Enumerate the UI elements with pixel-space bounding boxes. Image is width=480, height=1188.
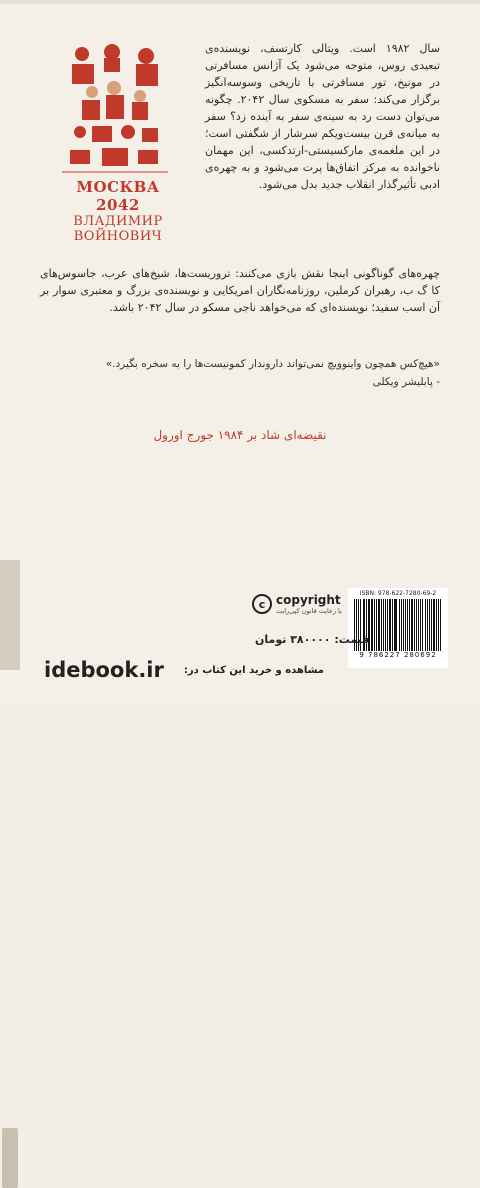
cover-title-block: [58, 178, 178, 244]
barcode-bar: [416, 599, 417, 651]
barcode-bar: [427, 599, 428, 651]
barcode-bar: [431, 599, 432, 651]
description-paragraph-1: سال ۱۹۸۲ است. ویتالی کارتسف، نویسنده‌ی تبعیدی روس، متوجه می‌شود یک آژانس مسافرتی در مونیخ، تور مسافرتی با تاریخی وسوسه‌انگیز برگزار می‌کند: سفر به مسکوی سال ۲۰۴۲. چگونه می‌توان دست رد به سینه‌ی سفر به آینده زد؟ سفر به میانه‌ی قرن بیست‌ویکم سرشار از شگفتی است؛ در این ملغمه‌ی مارکسیستی-ارتدکسی، این مهمان ناخوانده به مرکز اتفاق‌ها پرت می‌شود و به چهره‌ی ادبی تأثیرگذار انقلاب جدید بدل می‌شود.: [205, 42, 441, 191]
isbn-number: ISBN: 978-622-7280-69-2: [359, 590, 437, 597]
barcode-bar: [440, 599, 441, 651]
barcode-bar: [399, 599, 400, 651]
barcode-bar: [438, 599, 439, 651]
copyright-badge: [252, 590, 346, 618]
author-last-name: ВОЙНОВИЧ: [73, 229, 163, 244]
publisher-logo-icon: [2, 1128, 18, 1188]
barcode-bar: [385, 599, 386, 651]
barcode-bar: [369, 599, 370, 651]
barcode-number: 9 786227 280692: [359, 651, 437, 659]
barcode-bar: [418, 599, 419, 651]
barcode-bar: [395, 599, 397, 651]
barcode-bar: [383, 599, 384, 651]
barcode-bar: [409, 599, 410, 651]
barcode-bar: [401, 599, 402, 651]
barcode-bar: [376, 599, 377, 651]
barcode-bar: [381, 599, 382, 651]
site-logo[interactable]: idebook.ir: [44, 658, 164, 682]
barcode-bar: [394, 599, 395, 651]
copyright-label: copyright: [276, 593, 341, 607]
barcode-bar: [371, 599, 372, 651]
quote-source: - پابلیشر ویکلی: [372, 376, 440, 388]
barcode-bar: [429, 599, 430, 651]
publisher-side-strip: [0, 560, 20, 670]
barcode-bar: [405, 599, 406, 651]
site-callout: مشاهده و خرید این کتاب در:: [183, 664, 324, 676]
barcode-bar: [420, 599, 421, 651]
barcode-bar: [422, 599, 423, 651]
barcode-bar: [414, 599, 415, 651]
book-title-russian: МОСКВА 2042: [76, 178, 160, 214]
copyright-subtext: با رعایت قانون کپی‌رایت: [276, 607, 342, 615]
copyright-icon: c: [252, 594, 272, 614]
barcode-bar: [436, 599, 437, 651]
top-border: [0, 0, 480, 4]
cover-illustration: [62, 40, 168, 173]
barcode-bar: [411, 599, 413, 651]
quote-text: «هیچ‌کس همچون واینوویچ نمی‌تواند داروندار کمونیست‌ها را به سخره بگیرد.»: [105, 358, 440, 370]
description-paragraph-2: چهره‌های گوناگونی اینجا نقش بازی می‌کنند: تروریست‌ها، شیخ‌های عرب، جاسوس‌های کا گ ب، رهبران کرملین، روزنامه‌نگاران امریکایی و نویسنده‌ی بزرگ و معتبری سوار بر آن اسب سفید؛ نویسنده‌ای که می‌خواهد ناجی مسکو در سال ۲۰۴۲ باشد.: [40, 267, 440, 314]
author-first-name: ВЛАДИМИР: [73, 214, 163, 229]
review-quote: [40, 355, 440, 391]
barcode-bar: [425, 599, 426, 651]
site-footer: [20, 650, 350, 690]
barcode-bar: [378, 599, 380, 651]
barcode-bar: [392, 599, 393, 651]
barcode-bar: [374, 599, 375, 651]
tagline: نقیضه‌ای شاد بر ۱۹۸۴ جورج اورول: [153, 428, 327, 442]
barcode-bar: [387, 599, 388, 651]
barcode-bar: [403, 599, 404, 651]
barcode-bar: [389, 599, 390, 651]
isbn-barcode: [348, 588, 448, 668]
barcode-bar: [407, 599, 408, 651]
price-label: قیمت: ۳۸۰۰۰۰ تومان: [255, 633, 370, 646]
barcode-bar: [433, 599, 435, 651]
